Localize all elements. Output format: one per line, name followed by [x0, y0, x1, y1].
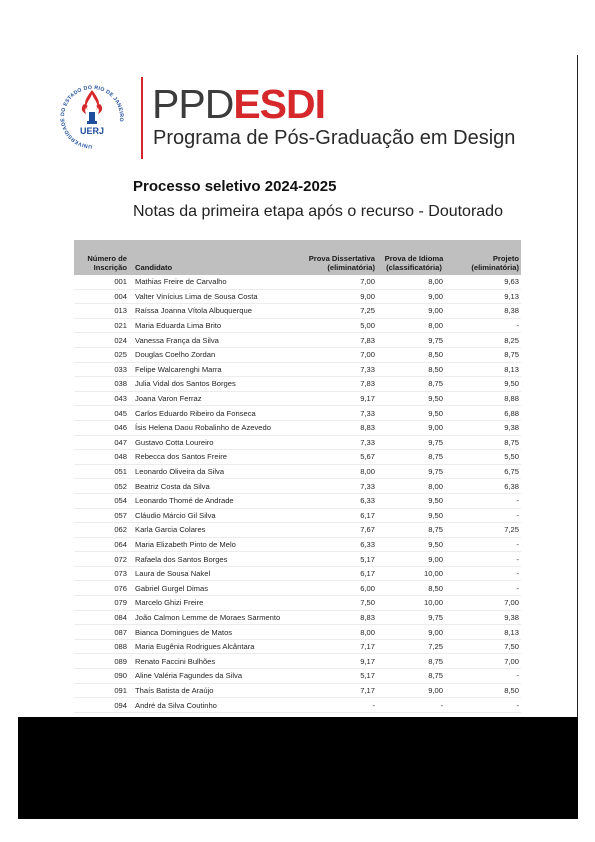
cell-dissertation-grade: 7,83	[305, 377, 377, 392]
cell-candidate-name: Maria Eugênia Rodrigues Alcântara	[129, 639, 305, 654]
cell-registration-number: 046	[74, 420, 129, 435]
cell-project-grade: 8,38	[451, 304, 521, 319]
table-row	[74, 698, 521, 713]
cell-registration-number: 033	[74, 362, 129, 377]
table-row	[74, 581, 521, 596]
cell-project-grade: 8,88	[451, 391, 521, 406]
cell-registration-number: 004	[74, 289, 129, 304]
cell-project-grade: 7,00	[451, 654, 521, 669]
table-row	[74, 333, 521, 348]
cell-dissertation-grade: 8,83	[305, 610, 377, 625]
cell-candidate-name: Renato Faccini Bulhões	[129, 654, 305, 669]
cell-registration-number: 091	[74, 683, 129, 698]
cell-dissertation-grade: 7,00	[305, 347, 377, 362]
cell-candidate-name: Felipe Walcarenghi Marra	[129, 362, 305, 377]
cell-language-grade: 9,00	[377, 420, 451, 435]
cell-language-grade: 9,75	[377, 435, 451, 450]
cell-dissertation-grade: 7,00	[305, 275, 377, 289]
table-row	[74, 377, 521, 392]
cell-language-grade: 10,00	[377, 596, 451, 611]
cell-dissertation-grade: 7,33	[305, 479, 377, 494]
document-title: Processo seletivo 2024-2025	[133, 178, 337, 195]
cell-candidate-name: Joana Varon Ferraz	[129, 391, 305, 406]
table-row	[74, 523, 521, 538]
brand-esdi: ESDI	[233, 81, 326, 127]
logo-uerj-text: UERJ	[79, 126, 105, 136]
table-row	[74, 566, 521, 581]
cell-candidate-name: Gabriel Gurgel Dimas	[129, 581, 305, 596]
cell-dissertation-grade: 8,00	[305, 464, 377, 479]
cell-dissertation-grade: 7,33	[305, 362, 377, 377]
cell-dissertation-grade: 7,33	[305, 406, 377, 421]
cell-registration-number: 045	[74, 406, 129, 421]
header-dissertation-exam: Prova Dissertativa (eliminatória)	[308, 254, 375, 272]
cell-language-grade: 9,75	[377, 333, 451, 348]
page-edge-line	[577, 55, 578, 717]
cell-dissertation-grade: 7,67	[305, 523, 377, 538]
header-registration-number: Número de Inscrição	[87, 254, 127, 272]
document-subtitle: Notas da primeira etapa após o recurso - Doutorado	[133, 203, 503, 220]
cell-dissertation-grade: 6,17	[305, 508, 377, 523]
cell-registration-number: 021	[74, 318, 129, 333]
cell-dissertation-grade: 7,17	[305, 683, 377, 698]
cell-candidate-name: Carlos Eduardo Ribeiro da Fonseca	[129, 406, 305, 421]
table-row	[74, 464, 521, 479]
cell-registration-number: 051	[74, 464, 129, 479]
cell-registration-number: 001	[74, 275, 129, 289]
cell-registration-number: 052	[74, 479, 129, 494]
table-row	[74, 406, 521, 421]
table-row	[74, 318, 521, 333]
cell-project-grade: 6,88	[451, 406, 521, 421]
header-language-exam: Prova de Idioma (classificatória)	[384, 254, 444, 272]
cell-registration-number: 087	[74, 625, 129, 640]
cell-dissertation-grade: 6,33	[305, 537, 377, 552]
table-row	[74, 391, 521, 406]
cell-project-grade: -	[451, 537, 521, 552]
header-project: Projeto (eliminatória)	[471, 254, 519, 272]
redacted-footer-block	[18, 717, 578, 819]
cell-project-grade: 9,13	[451, 289, 521, 304]
table-row	[74, 610, 521, 625]
cell-project-grade: -	[451, 669, 521, 684]
cell-candidate-name: Maria Eduarda Lima Brito	[129, 318, 305, 333]
cell-registration-number: 062	[74, 523, 129, 538]
cell-project-grade: 7,50	[451, 639, 521, 654]
cell-candidate-name: Beatriz Costa da Silva	[129, 479, 305, 494]
cell-candidate-name: João Calmon Lemme de Moraes Sarmento	[129, 610, 305, 625]
table-row	[74, 596, 521, 611]
table-row	[74, 420, 521, 435]
table-row	[74, 654, 521, 669]
cell-candidate-name: Leonardo Thomé de Andrade	[129, 493, 305, 508]
cell-language-grade: 9,00	[377, 552, 451, 567]
cell-language-grade: 8,50	[377, 362, 451, 377]
cell-project-grade: 8,25	[451, 333, 521, 348]
cell-language-grade: 9,50	[377, 508, 451, 523]
cell-language-grade: -	[377, 698, 451, 713]
cell-dissertation-grade: 8,00	[305, 625, 377, 640]
cell-project-grade: 7,25	[451, 523, 521, 538]
cell-registration-number: 084	[74, 610, 129, 625]
cell-dissertation-grade: 7,25	[305, 304, 377, 319]
cell-project-grade: -	[451, 318, 521, 333]
brand-wordmark	[152, 82, 325, 126]
cell-candidate-name: Laura de Sousa Nakel	[129, 566, 305, 581]
cell-language-grade: 8,75	[377, 523, 451, 538]
cell-registration-number: 013	[74, 304, 129, 319]
cell-registration-number: 072	[74, 552, 129, 567]
cell-candidate-name: Vanessa França da Silva	[129, 333, 305, 348]
cell-candidate-name: Gustavo Cotta Loureiro	[129, 435, 305, 450]
cell-registration-number: 038	[74, 377, 129, 392]
cell-candidate-name: Valter Vinícius Lima de Sousa Costa	[129, 289, 305, 304]
table-row	[74, 362, 521, 377]
table-row	[74, 625, 521, 640]
cell-registration-number: 057	[74, 508, 129, 523]
table-row	[74, 450, 521, 465]
table-row	[74, 304, 521, 319]
cell-dissertation-grade: 5,17	[305, 669, 377, 684]
cell-candidate-name: Thaís Batista de Araújo	[129, 683, 305, 698]
cell-registration-number: 025	[74, 347, 129, 362]
cell-dissertation-grade: 9,17	[305, 391, 377, 406]
cell-language-grade: 8,75	[377, 450, 451, 465]
cell-registration-number: 089	[74, 654, 129, 669]
cell-language-grade: 8,50	[377, 347, 451, 362]
cell-candidate-name: Julia Vidal dos Santos Borges	[129, 377, 305, 392]
cell-language-grade: 8,50	[377, 581, 451, 596]
table-row	[74, 347, 521, 362]
table-row	[74, 639, 521, 654]
cell-project-grade: 7,00	[451, 596, 521, 611]
cell-language-grade: 9,00	[377, 683, 451, 698]
cell-project-grade: 6,75	[451, 464, 521, 479]
table-row	[74, 289, 521, 304]
uerj-logo	[60, 82, 124, 152]
cell-dissertation-grade: 5,17	[305, 552, 377, 567]
cell-candidate-name: Raíssa Joanna Vítola Albuquerque	[129, 304, 305, 319]
brand-divider	[141, 77, 143, 159]
cell-language-grade: 9,75	[377, 610, 451, 625]
cell-project-grade: 6,38	[451, 479, 521, 494]
cell-project-grade: -	[451, 552, 521, 567]
cell-registration-number: 073	[74, 566, 129, 581]
table-row	[74, 552, 521, 567]
cell-language-grade: 10,00	[377, 566, 451, 581]
cell-language-grade: 9,00	[377, 304, 451, 319]
cell-language-grade: 9,00	[377, 289, 451, 304]
cell-language-grade: 8,75	[377, 377, 451, 392]
cell-language-grade: 8,00	[377, 479, 451, 494]
cell-language-grade: 8,00	[377, 275, 451, 289]
cell-dissertation-grade: 5,67	[305, 450, 377, 465]
table-row	[74, 479, 521, 494]
cell-candidate-name: Douglas Coelho Zordan	[129, 347, 305, 362]
cell-candidate-name: Bianca Domingues de Matos	[129, 625, 305, 640]
cell-project-grade: 8,75	[451, 435, 521, 450]
cell-candidate-name: Leonardo Oliveira da Silva	[129, 464, 305, 479]
cell-language-grade: 9,75	[377, 464, 451, 479]
cell-registration-number: 090	[74, 669, 129, 684]
cell-language-grade: 9,50	[377, 537, 451, 552]
cell-project-grade: -	[451, 698, 521, 713]
cell-language-grade: 9,50	[377, 406, 451, 421]
cell-candidate-name: Karla Garcia Colares	[129, 523, 305, 538]
cell-candidate-name: Ísis Helena Daou Robalinho de Azevedo	[129, 420, 305, 435]
cell-project-grade: 8,50	[451, 683, 521, 698]
header-candidate: Candidato	[135, 263, 173, 272]
cell-candidate-name: Aline Valéria Fagundes da Silva	[129, 669, 305, 684]
cell-dissertation-grade: 8,83	[305, 420, 377, 435]
cell-language-grade: 8,75	[377, 654, 451, 669]
cell-language-grade: 9,50	[377, 493, 451, 508]
table-body	[74, 275, 521, 712]
cell-dissertation-grade: 7,17	[305, 639, 377, 654]
cell-dissertation-grade: 9,00	[305, 289, 377, 304]
cell-language-grade: 9,50	[377, 391, 451, 406]
cell-candidate-name: Rebecca dos Santos Freire	[129, 450, 305, 465]
table-row	[74, 669, 521, 684]
cell-registration-number: 094	[74, 698, 129, 713]
cell-project-grade: 9,38	[451, 610, 521, 625]
table-row	[74, 435, 521, 450]
table-row	[74, 683, 521, 698]
cell-registration-number: 048	[74, 450, 129, 465]
table-row	[74, 275, 521, 289]
cell-candidate-name: André da Silva Coutinho	[129, 698, 305, 713]
cell-project-grade: 8,75	[451, 347, 521, 362]
cell-registration-number: 079	[74, 596, 129, 611]
cell-language-grade: 8,75	[377, 669, 451, 684]
cell-registration-number: 043	[74, 391, 129, 406]
brand-ppd: PPD	[152, 81, 234, 127]
cell-dissertation-grade: 6,00	[305, 581, 377, 596]
cell-project-grade: -	[451, 566, 521, 581]
grades-table	[74, 240, 521, 713]
cell-project-grade: -	[451, 493, 521, 508]
cell-dissertation-grade: 6,17	[305, 566, 377, 581]
cell-registration-number: 076	[74, 581, 129, 596]
cell-project-grade: 5,50	[451, 450, 521, 465]
table-row	[74, 508, 521, 523]
cell-registration-number: 088	[74, 639, 129, 654]
cell-registration-number: 054	[74, 493, 129, 508]
cell-dissertation-grade: 5,00	[305, 318, 377, 333]
table-header-row	[74, 240, 521, 275]
cell-project-grade: -	[451, 508, 521, 523]
cell-dissertation-grade: 7,33	[305, 435, 377, 450]
cell-candidate-name: Marcelo Ghizi Freire	[129, 596, 305, 611]
cell-project-grade: -	[451, 581, 521, 596]
cell-dissertation-grade: -	[305, 698, 377, 713]
program-name: Programa de Pós-Graduação em Design	[153, 127, 516, 149]
cell-candidate-name: Maria Elizabeth Pinto de Melo	[129, 537, 305, 552]
cell-language-grade: 9,00	[377, 625, 451, 640]
cell-candidate-name: Cláudio Márcio Gil Silva	[129, 508, 305, 523]
cell-dissertation-grade: 7,83	[305, 333, 377, 348]
cell-project-grade: 8,13	[451, 625, 521, 640]
cell-project-grade: 9,50	[451, 377, 521, 392]
logo-ring-text: UNIVERSIDADE DO ESTADO DO RIO DE JANEIRO	[60, 84, 124, 150]
cell-language-grade: 7,25	[377, 639, 451, 654]
cell-language-grade: 8,00	[377, 318, 451, 333]
cell-registration-number: 047	[74, 435, 129, 450]
cell-dissertation-grade: 6,33	[305, 493, 377, 508]
cell-dissertation-grade: 9,17	[305, 654, 377, 669]
cell-registration-number: 064	[74, 537, 129, 552]
table-row	[74, 493, 521, 508]
cell-project-grade: 9,63	[451, 275, 521, 289]
table-row	[74, 537, 521, 552]
cell-registration-number: 024	[74, 333, 129, 348]
cell-project-grade: 9,38	[451, 420, 521, 435]
cell-candidate-name: Rafaela dos Santos Borges	[129, 552, 305, 567]
cell-dissertation-grade: 7,50	[305, 596, 377, 611]
cell-candidate-name: Mathias Freire de Carvalho	[129, 275, 305, 289]
cell-project-grade: 8,13	[451, 362, 521, 377]
